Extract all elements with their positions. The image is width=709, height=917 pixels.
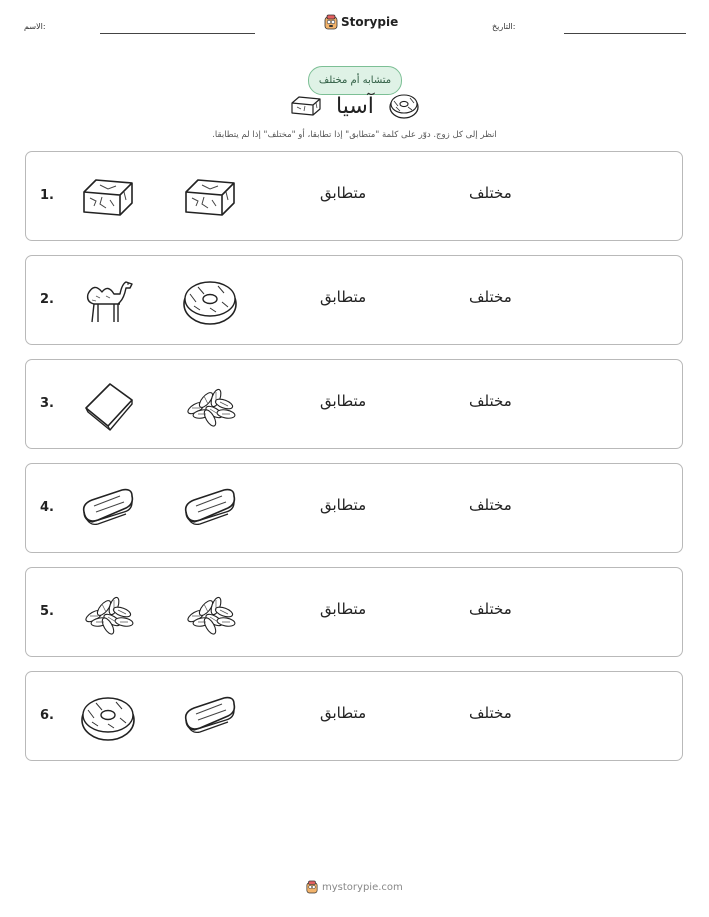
exercise-row — [25, 151, 683, 241]
exercise-row — [25, 255, 683, 345]
camel-icon — [80, 274, 136, 328]
instructions: انظر إلى كل زوج. دوّر على كلمة "متطابق" إذا تطابقا، أو "مختلف" إذا لم يتطابقا. — [212, 130, 497, 140]
row-number: 4. — [40, 500, 54, 515]
folded-cloth-icon — [80, 482, 136, 536]
row-number: 1. — [40, 188, 54, 203]
donut-icon — [388, 92, 420, 120]
exercise-row — [25, 463, 683, 553]
storypie-mascot-icon — [324, 14, 338, 30]
topic-badge-text: متشابه أم مختلف — [318, 75, 392, 86]
storypie-mascot-icon — [306, 880, 318, 894]
dates-icon — [182, 586, 238, 640]
same-option[interactable]: متطابق — [320, 496, 367, 514]
brand-name: Storypie — [341, 15, 399, 29]
donut-icon — [80, 690, 136, 744]
same-option[interactable]: متطابق — [320, 288, 367, 306]
page-title: آسيا — [336, 94, 374, 119]
dates-icon — [182, 378, 238, 432]
footer — [306, 880, 403, 894]
row-number: 2. — [40, 292, 54, 307]
different-option[interactable]: مختلف — [469, 496, 512, 514]
same-option[interactable]: متطابق — [320, 704, 367, 722]
same-option[interactable]: متطابق — [320, 600, 367, 618]
date-label: التاريخ: — [492, 22, 516, 31]
exercise-row — [25, 567, 683, 657]
soap-bar-icon — [80, 170, 136, 224]
different-option[interactable]: مختلف — [469, 704, 512, 722]
same-option[interactable]: متطابق — [320, 184, 367, 202]
soap-bar-icon — [289, 94, 323, 118]
donut-icon — [182, 274, 238, 328]
dates-icon — [80, 586, 136, 640]
topic-badge — [308, 66, 402, 95]
date-line[interactable] — [564, 33, 686, 34]
different-option[interactable]: مختلف — [469, 600, 512, 618]
name-label: الاسم: — [24, 22, 46, 31]
exercise-row — [25, 671, 683, 761]
different-option[interactable]: مختلف — [469, 288, 512, 306]
different-option[interactable]: مختلف — [469, 184, 512, 202]
brand-logo — [324, 14, 398, 30]
row-number: 5. — [40, 604, 54, 619]
napkin-icon — [80, 378, 136, 432]
exercise-row — [25, 359, 683, 449]
row-number: 6. — [40, 708, 54, 723]
same-option[interactable]: متطابق — [320, 392, 367, 410]
row-number: 3. — [40, 396, 54, 411]
folded-cloth-icon — [182, 482, 238, 536]
name-line[interactable] — [100, 33, 255, 34]
folded-cloth-icon — [182, 690, 238, 744]
soap-bar-icon — [182, 170, 238, 224]
footer-url: mystorypie.com — [322, 881, 403, 893]
different-option[interactable]: مختلف — [469, 392, 512, 410]
